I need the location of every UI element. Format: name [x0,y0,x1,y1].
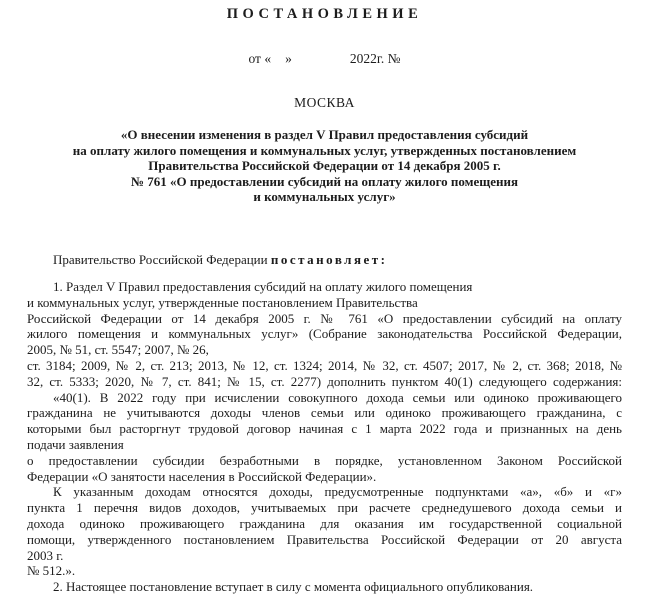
body-line: 32, ст. 5333; 2020, № 7, ст. 841; № 15, ст. 2277) дополнить пунктом 40(1) следующего содержания: [27,373,622,389]
date-close-quote: » [285,51,292,66]
body-line: № 512.». [27,563,76,579]
body-line: о предоставлении субсидии безработными в порядке, установленном Законом Российской [27,452,622,468]
subject-heading [27,127,622,205]
body-line: Российской Федерации от 14 декабря 2005 г. № 761 «О предоставлении субсидий на оплату [27,310,622,326]
date-suffix: 2022г. № [349,51,401,66]
date-prefix: от « [248,51,272,66]
decree-body [27,279,622,595]
body-line: 2005, № 51, ст. 5547; 2007, № 26, [27,342,209,358]
body-line: 1. Раздел V Правил предоставления субсидий на оплату жилого помещения [53,278,473,294]
body-line: и коммунальных услуг, утвержденные постановлением Правительства [27,294,418,310]
subject-line: «О внесении изменения в раздел V Правил предоставления субсидий [120,127,529,142]
body-line: которыми был расторгнут трудовой договор начиная с 1 марта 2022 года и признанных на день [27,421,622,437]
body-line: помощи, утвержденного постановлением Правительства Российской Федерации от 20 августа [27,531,622,547]
intro-line [27,252,622,268]
body-line: 2003 г. [27,547,64,563]
subject-line: № 761 «О предоставлении субсидий на оплату жилого помещения [130,173,519,189]
body-line: дохода одиноко проживающего гражданина для оказания им государственной социальной [27,515,622,531]
city-line: МОСКВА [294,95,355,110]
date-line [27,51,622,67]
body-line: 2. Настоящее постановление вступает в силу с момента официального опубликования. [53,579,534,595]
body-line: пункта 1 перечня видов доходов, учитываемых при расчете среднедушевого дохода семьи и [27,500,622,516]
body-line: гражданина не учитываются доходы членов семьи или одиноко проживающего гражданина, с [27,405,622,421]
body-line: «40(1). В 2022 году при исчислении совокупного дохода семьи или одиноко проживающего [53,389,622,405]
intro-verb: постановляет: [270,251,388,267]
subject-line: и коммунальных услуг» [253,189,396,205]
decree-title: ПОСТАНОВЛЕНИЕ [226,6,423,22]
body-line: К указанным доходам относятся доходы, предусмотренные подпунктами «а», «б» и «г» [53,484,622,500]
body-line: Федерации «О занятости населения в Российской Федерации». [27,468,377,484]
intro-lead: Правительство Российской Федерации [53,251,271,267]
body-line: ст. 3184; 2009, № 2, ст. 213; 2013, № 12, ст. 1324; 2014, № 32, ст. 4507; 2017, № 2, ст. 368; 2018, № [27,357,622,373]
subject-line: на оплату жилого помещения и коммунальных услуг, утвержденных постановлением [72,142,577,158]
body-line: подачи заявления [27,436,124,452]
body-line: жилого помещения и коммунальных услуг» (Собрание законодательства Российской Федерации, [27,326,622,342]
subject-line: Правительства Российской Федерации от 14 декабря 2005 г. [148,158,501,174]
